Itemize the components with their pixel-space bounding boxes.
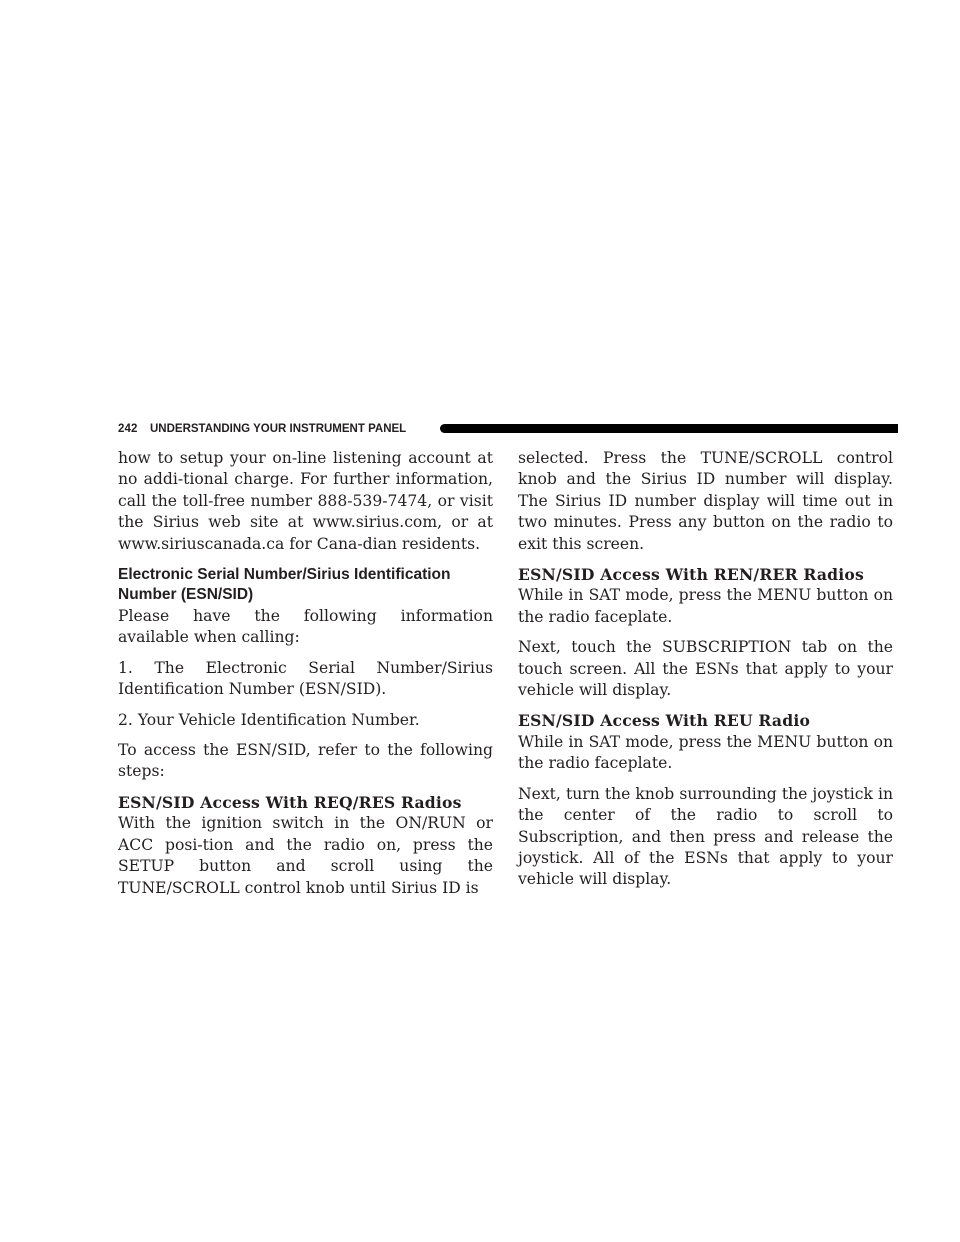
ren-rer-text: While in SAT mode, press the MENU button on the radio faceplate. — [518, 586, 893, 626]
info-paragraph: Please have the following information available when calling: — [118, 607, 493, 647]
esn-sid-heading: Electronic Serial Number/Sirius Identification Number (ESN/SID) — [118, 566, 451, 603]
req-res-continued: selected. Press the TUNE/SCROLL control knob and the Sirius ID number will display. The Sirius ID number display will time out in two minutes. Press any button on the radio to exit this screen. — [518, 449, 893, 553]
page-number: 242 — [118, 423, 138, 435]
left-column — [118, 448, 493, 908]
intro-paragraph: how to setup your on-line listening account at no addi-tional charge. For further information, call the toll-free number 888-539-7474, or visit the Sirius web site at www.sirius.com, or at www.siriuscanada.ca for Cana-dian residents. — [118, 449, 493, 553]
reu-next: Next, turn the knob surrounding the joystick in the center of the radio to scroll to Subscription, and then press and release the joystick. All of the ESNs that apply to your vehicle will display. — [518, 784, 893, 889]
steps-paragraph: To access the ESN/SID, refer to the following steps: — [118, 741, 493, 781]
reu-heading: ESN/SID Access With REU Radio — [518, 711, 811, 731]
ren-rer-next: Next, touch the SUBSCRIPTION tab on the touch screen. All the ESNs that apply to your vehicle will display. — [518, 638, 893, 700]
section-title: UNDERSTANDING YOUR INSTRUMENT PANEL — [150, 423, 407, 435]
req-res-section — [118, 792, 493, 899]
list-item-vin: 2. Your Vehicle Identification Number. — [118, 710, 420, 729]
list-item-esn: 1. The Electronic Serial Number/Sirius Identification Number (ESN/SID). — [118, 658, 493, 699]
reu-section — [518, 710, 893, 774]
req-res-heading: ESN/SID Access With REQ/RES Radios — [118, 792, 462, 812]
reu-text: While in SAT mode, press the MENU button on the radio faceplate. — [518, 732, 893, 773]
right-column — [518, 448, 893, 900]
page-header — [118, 421, 898, 437]
ren-rer-section — [518, 564, 893, 628]
header-rule-bar — [440, 424, 898, 433]
req-res-text: With the ignition switch in the ON/RUN or ACC posi-tion and the radio on, press the SETUP button and scroll using the TUNE/SCROLL control knob until Sirius ID is — [118, 814, 493, 897]
ren-rer-heading: ESN/SID Access With REN/RER Radios — [518, 565, 864, 585]
